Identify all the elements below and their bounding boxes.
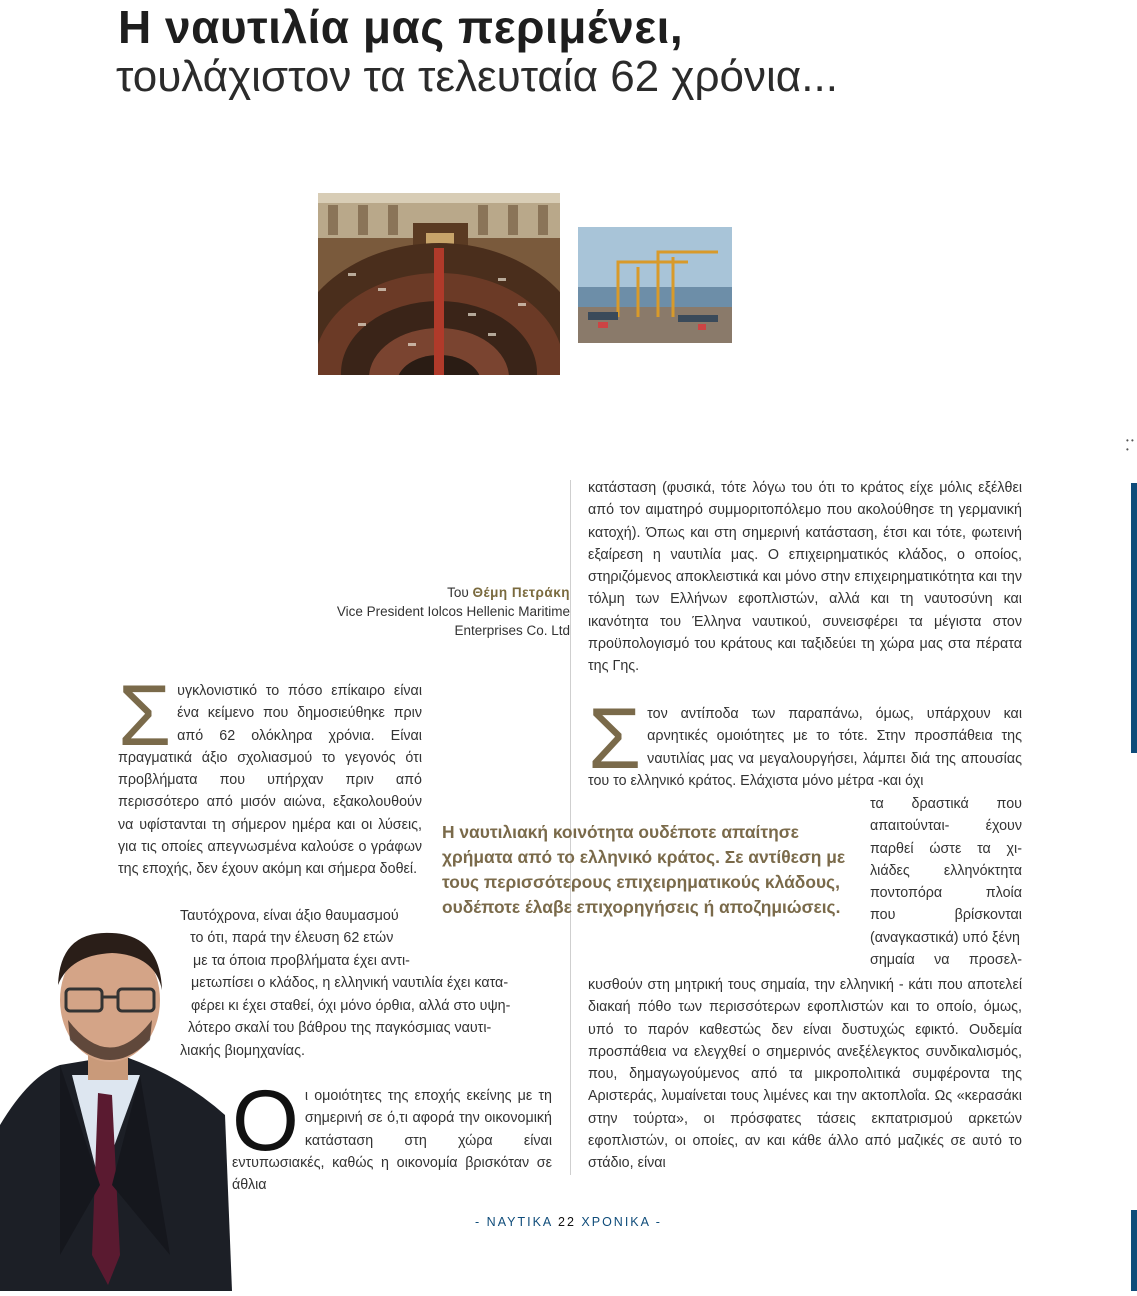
narrow-line-2: απαιτούνται- έχουν bbox=[870, 818, 1022, 835]
dropcap-sigma-2: Σ bbox=[588, 691, 642, 787]
right-paragraph-3 bbox=[588, 974, 1022, 1175]
narrow-line-5: ποντοπόρα πλοία bbox=[870, 885, 1022, 902]
right-paragraph-2-narrow bbox=[870, 793, 1022, 971]
parliament-photo bbox=[318, 193, 560, 375]
pull-quote: Η ναυτιλιακή κοινότητα ουδέποτε απαίτησε χρήματα από το ελληνικό κράτος. Σε αντίθεση με τους περισσότερους επιχειρηματικούς κλάδους, ουδέποτε έλαβε επιχορηγήσεις ή αποζημιώσεις. bbox=[442, 822, 846, 917]
byline-role-line2: Enterprises Co. Ltd bbox=[454, 623, 570, 638]
article-subtitle: τουλάχιστον τα τελευταία 62 χρόνια... bbox=[116, 52, 838, 101]
narrow-line-4: λιάδες ελληνόκτητα bbox=[870, 862, 1022, 879]
p2-line1: Ταυτόχρονα, είναι άξιο θαυμασμού bbox=[180, 908, 399, 924]
byline-role-line1: Vice President Iolcos Hellenic Maritime bbox=[336, 604, 570, 619]
article-title: Η ναυτιλία μας περιμένει, bbox=[118, 1, 684, 53]
byline-prefix: Του bbox=[447, 585, 473, 600]
footer-right: ΧΡΟΝΙΚΑ - bbox=[575, 1215, 662, 1229]
edge-dots: • • • bbox=[1126, 436, 1134, 454]
narrow-line-3: παρθεί ώστε τα χι- bbox=[870, 840, 1022, 857]
p2-line3: με τα όποια προβλήματα έχει αντι- bbox=[193, 953, 410, 969]
byline-author: Θέμη Πετράκη bbox=[472, 585, 570, 600]
paragraph-3-text: ι ομοιότητες της εποχής εκείνης με τη σημερινή σε ό,τι αφορά την οικονομική κατάσταση στη χώρα είναι εντυπωσιακές, καθώς η οικονομία βρισκόταν σε άθλια bbox=[232, 1088, 552, 1194]
p2-line2: το ότι, παρά την έλευση 62 ετών bbox=[190, 930, 394, 946]
narrow-line-1: τα δραστικά που bbox=[870, 796, 1022, 812]
dropcap-sigma: Σ bbox=[118, 668, 172, 764]
right-paragraph-1-text: κατάσταση (φυσικά, τότε λόγω του ότι το κράτος είχε μόλις εξέλθει από τον αιματηρό συμμοριτοπόλεμο που ακολούθησε τη γερμανική κατοχή). Όπως και στη σημερινή κατάσταση, έτσι και τότε, φωτεινή εξαίρεση η ναυτιλία μας. Ο επιχειρηματικός κλάδος, ο οποίος, στηριζόμενος αποκλειστικά και μόνο στην επιχειρηματικότητα και την τόλμη των Ελλήνων εφοπλιστών, αλλά και τη ναυτοσύνη και ικανότητα του Έλληνα ναυτικού, συνεισφέρει τα μέγιστα στον προϋπολογισμό του κράτους και ταξιδεύει τη χώρα μας στα πέρατα της Γης. bbox=[588, 480, 1022, 675]
right-paragraph-1 bbox=[588, 477, 1022, 678]
p2-line6: λότερο σκαλί του βάθρου της παγκόσμιας ναυτι- bbox=[188, 1020, 492, 1036]
byline bbox=[300, 583, 570, 640]
body-paragraph-1 bbox=[118, 668, 422, 881]
paragraph-1-text: υγκλονιστικό το πόσο επίκαιρο είναι ένα κείμενο που δημοσιεύθηκε πριν από 62 ολόκληρα χρόνια. Είναι πραγματικά άξιο σχολιασμού το γεγονός ότι προβλήματα που υπήρχαν πριν από περισσότερο από μισόν αιώνα, εξακολουθούν να υφίστανται τη σήμερον ημέρα και οι λύσεις, για τις οποίες απεγνωσμένα καλούσε ο γράφων της εποχής, δεν έχουν ακόμη και σήμερα δοθεί. bbox=[118, 683, 422, 878]
footer-left: - ΝΑΥΤΙΚΑ bbox=[475, 1215, 559, 1229]
narrow-line-6: που βρίσκονται (αναγκαστικά) υπό ξένη bbox=[870, 907, 1022, 946]
right-paragraph-3-text: κυσθούν στη μητρική τους σημαία, την ελληνική - κάτι που αποτελεί διακαή πόθο των περισσότερων εφοπλιστών και το οποίο, όμως, υπό το παρόν καθεστώς δεν είναι δυστυχώς εφικτό. Ουδεμία προσπάθεια να ελεγχθεί ο σημερινός ανεξέλεγκτος συνδικαλισμός, που, δημαγωγούμενος από τα μικροπολιτικά συμφέροντα της Αριστεράς, λυμαίνεται τους λιμένες και την ακτοπλοΐα. Ως «κερασάκι στην τούρτα», οι πρόσφατες τάσεις εκπατρισμού αρκετών εφοπλιστών, οι οποίες, αν και κάθε άλλο από μαζικές σε αυτό το στάδιο, είναι bbox=[588, 977, 1022, 1172]
dropcap-omicron: Ο bbox=[232, 1073, 299, 1169]
body-paragraph-3 bbox=[232, 1073, 552, 1196]
p2-line5: φέρει κι έχει σταθεί, όχι μόνο όρθια, αλλά στο υψη- bbox=[191, 998, 511, 1014]
p2-line7: λιακής βιομηχανίας. bbox=[180, 1043, 305, 1059]
narrow-line-7: σημαία να προσελ- bbox=[870, 952, 1022, 969]
port-cranes-photo bbox=[578, 227, 732, 343]
edge-bar-top bbox=[1131, 483, 1137, 753]
page-number: 22 bbox=[558, 1215, 576, 1229]
page-footer bbox=[0, 1215, 1137, 1229]
p2-line4: μετωπίσει ο κλάδος, η ελληνική ναυτιλία έχει κατα- bbox=[191, 975, 509, 991]
right-paragraph-2-text: τον αντίποδα των παραπάνω, όμως, υπάρχουν και αρνητικές ομοιότητες με το τότε. Στην προσπάθεια της ναυτιλίας μας να μεγαλουργήσει, λάμπει διά της απουσίας του το ελληνικό κράτος. Ελάχιστα μόνο μέτρα -και όχι bbox=[588, 706, 1022, 789]
author-portrait bbox=[0, 925, 232, 1291]
right-paragraph-2 bbox=[588, 691, 1022, 792]
